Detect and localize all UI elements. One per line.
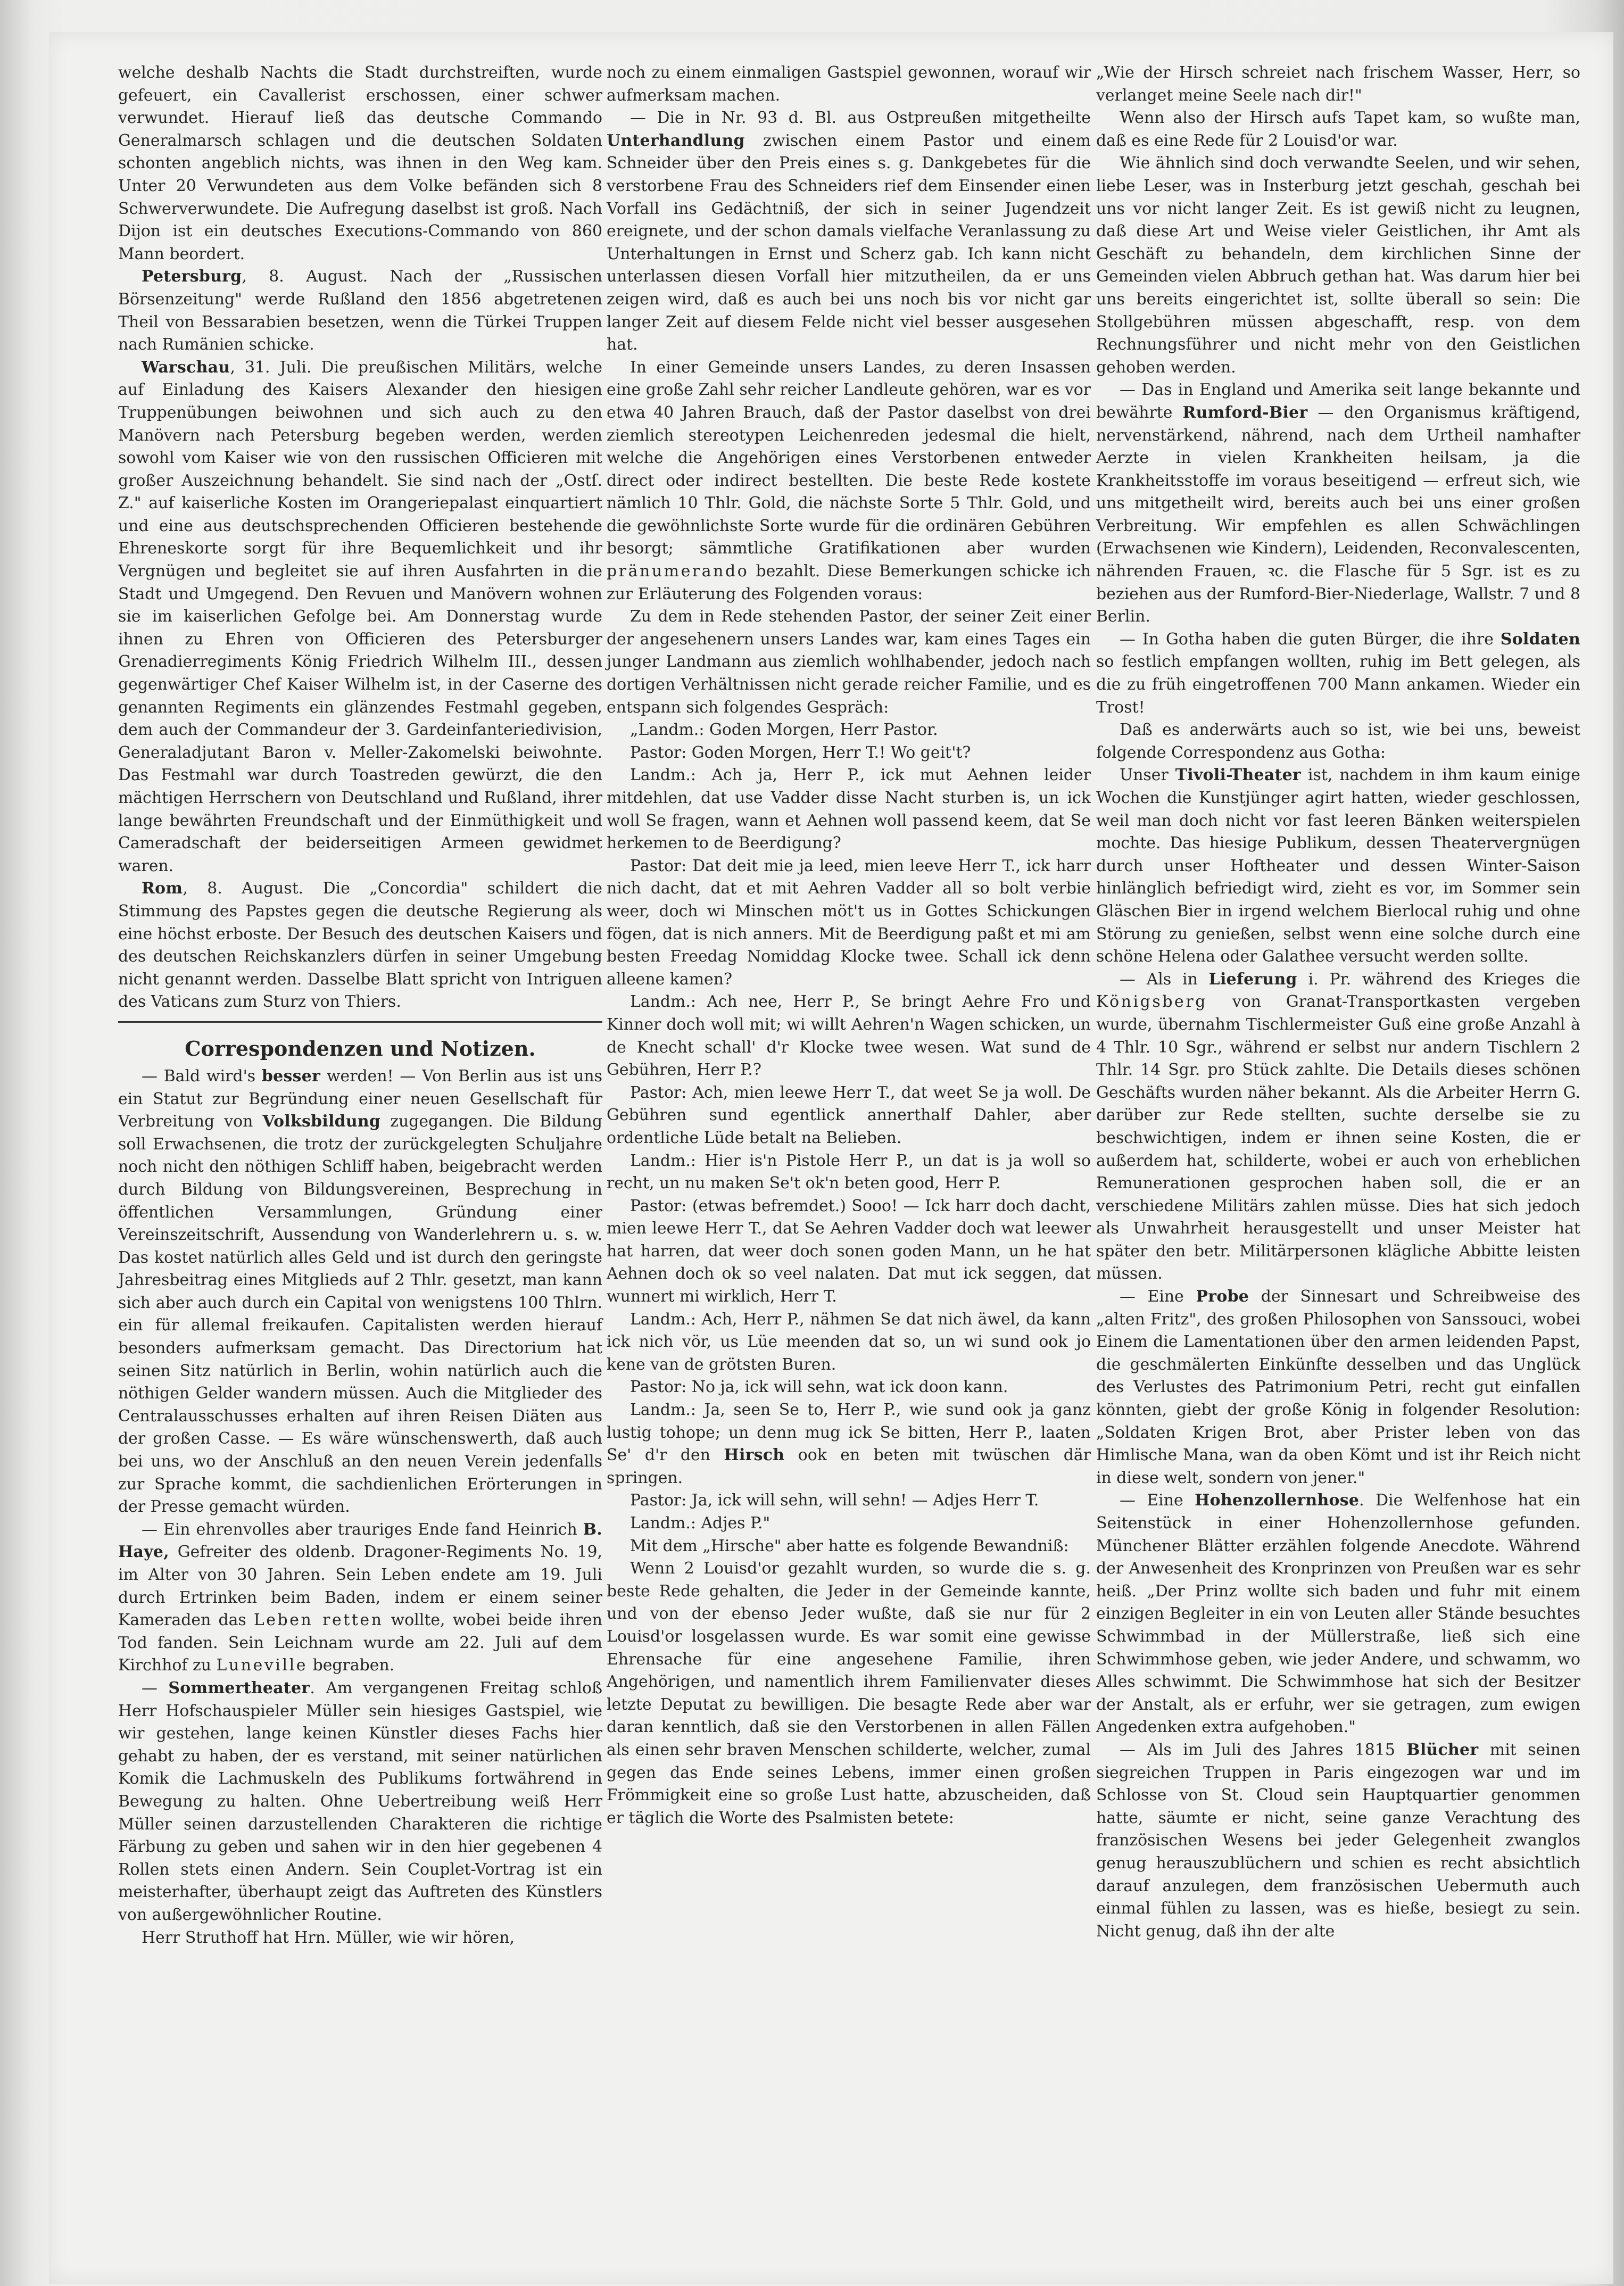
paragraph-text: Zu dem in Rede stehenden Pastor, der seiner Zeit einer der angesehenern unsers Landes war, kam eines Tages ein junger Landmann aus ziemlich wohlhabender, jedoch nach dortigen Verhältnissen nicht gerade reicher Familie, und es entspann sich folgendes Gespräch:: [607, 607, 1091, 717]
paragraph-text: der Sinnesart und Schreibweise des „alten Fritz", des großen Philosophen von Sanssouci, wobei Einem die Lamentationen über den armen leidenden Papst, die geschmälerten Einkünfte desselben und das Unglück des Verlustes des Patrimonium Petri, recht gut einfallen könnten, giebt der große König in folgender Resolution: „Soldaten Krigen Brot, aber Prister leben von das Himlische Mana, wan da oben Kömt und ist ihr Reich nicht in diese welt, sondern von jener.": [1096, 1287, 1580, 1487]
emphasis-word: Hirsch: [724, 1446, 785, 1465]
paragraph-text: . Am vergangenen Freitag schloß Herr Hofschauspieler Müller sein hiesiges Gastspiel, wie wir gestehen, lange keinen Künstler dieses Fachs hier gehabt zu haben, der es verstand, mit seiner natürlichen Komik die Lachmuskeln des Publikums fortwährend in Bewegung zu halten. Ohne Uebertreibung weiß Herr Müller seinen darzustellenden Charakteren die richtige Färbung zu geben und sahen wir in den hier gegebenen 4 Rollen stets einen Andern. Sein Couplet-Vortrag ist ein meisterhafter, überhaupt zeigt das Auftreten des Künstlers von außergewöhnlicher Routine.: [118, 1678, 602, 1924]
paragraph: [118, 62, 602, 266]
paragraph: [607, 1308, 1091, 1377]
paragraph: [607, 1150, 1091, 1195]
paragraph-text: Pastor: Ach, mien leewe Herr T., dat weet Se ja woll. De Gebühren sund egentlick annerthalf Dahler, aber ordentliche Lüde betalt na Belieben.: [607, 1083, 1091, 1147]
paragraph-text: . Die Welfenhose hat ein Seitenstück in einer Hohenzollernhose gefunden. Münchener Blätter erzählen folgende Anecdote. Während der Anwesenheit des Kronprinzen von Preußen war es sehr heiß. „Der Prinz wollte sich baden und fuhr mit einem einzigen Begleiter in ein von Leuten aller Stände besuchtes Schwimmbad in der Müllerstraße, ließ sich eine Schwimmhose geben, wie jeder Andere, und schwamm, wo Alles schwimmt. Die Schwimmhose hat sich der Besitzer der Anstalt, als er erfuhr, wer sie getragen, zum ewigen Angedenken extra aufgehoben.": [1096, 1491, 1580, 1737]
paragraph-text: — Ein ehrenvolles aber trauriges Ende fand Heinrich: [142, 1520, 583, 1539]
paragraph-text: Landm.: Adjes P.": [630, 1514, 770, 1533]
emphasis-word: Sommertheater: [168, 1678, 310, 1697]
column-middle: [607, 62, 1091, 1829]
paragraph-text: von Granat-Transportkasten vergeben wurde, übernahm Tischlermeister Guß eine große Anzahl à 4 Thlr. 10 Sgr., während er selbst nur andern Tischlern 2 Thlr. 14 Sgr. pro Stück zahlte. Die Details dieses schönen Geschäfts wurden näher bekannt. Als die Arbeiter Herrn G. darüber zur Rede stellten, suchte derselbe sie zu beschwichtigen, indem er ihnen seine Kosten, die er außerdem hat, schilderte, wobei er auch von erheblichen Remunerationen gesprochen haben soll, die er an verschiedene Militärs zahlen müsse. Dies hat sich jedoch als Unwahrheit herausgestellt und unser Meister hat später den betr. Militärpersonen klägliche Abbitte leisten müssen.: [1096, 992, 1580, 1283]
paragraph-text: Gefreiter des oldenb. Dragoner-Regiments No. 19, im Alter von 30 Jahren. Sein Leben endete am 19. Juli durch Ertrinken beim Baden, indem er einem seiner Kameraden das: [118, 1543, 602, 1630]
paragraph: [607, 719, 1091, 742]
paragraph-text: , 8. August. Nach der „Russischen Börsenzeitung" werde Rußland den 1856 abgetretenen Theil von Bessarabien besetzen, wenn die Türkei Truppen nach Rumänien schicke.: [118, 267, 602, 354]
column-left: [118, 62, 602, 1949]
paragraph: [607, 991, 1091, 1081]
emphasis-word: Blücher: [1406, 1740, 1479, 1759]
emphasis-word: Tivoli-Theater: [1175, 766, 1301, 785]
paragraph-text: — Die in Nr. 93 d. Bl. aus Ostpreußen mitgetheilte: [630, 109, 1091, 128]
paragraph: [1096, 152, 1580, 379]
paragraph: [118, 1519, 602, 1677]
paragraph-text: Mit dem „Hirsche" aber hatte es folgende Bewandniß:: [630, 1536, 1069, 1555]
paragraph-text: Unser: [1120, 766, 1175, 785]
paragraph: [1096, 107, 1580, 152]
paragraph: [1096, 62, 1580, 107]
paragraph-text: — Eine: [1120, 1491, 1195, 1510]
paragraph-text: Pastor: Ja, ick will sehn, will sehn! — Adjes Herr T.: [630, 1491, 1039, 1510]
paragraph-text: mit seinen siegreichen Truppen in Paris eingezogen war und im Schlosse von St. Cloud sein Hauptquartier genommen hatte, säumte er nicht, seine ganze Verachtung des französischen Wesens bei jeder Gelegenheit zwanglos genug herauszublüchern und schien es recht absichtlich darauf anzulegen, dem französischen Uebermuth auch einmal fühlen zu lassen, was es hieße, besiegt zu sein. Nicht genug, daß ihn der alte: [1096, 1740, 1580, 1941]
paragraph: [607, 357, 1091, 606]
section-heading: Correspondenzen und Notizen.: [185, 1036, 536, 1061]
emphasis-word: Hohenzollernhose: [1195, 1491, 1360, 1510]
paragraph: [607, 1376, 1091, 1399]
paragraph-text: Wie ähnlich sind doch verwandte Seelen, und wir sehen, liebe Leser, was in Insterburg jetzt geschah, geschah bei uns vor nicht langer Zeit. Es ist gewiß nicht zu leugnen, daß diese Art und Weise vieler Geistlichen, ihr Amt als Geschäft zu behandeln, dem kirchlichen Sinne der Gemeinden vielen Abbruch gethan hat. Was darum hier bei uns bereits eingerichtet ist, sollte überall so sein: Die Stollgebühren müssen abgeschafft, resp. von dem Rechnungsführer und nicht mehr von den Geistlichen gehoben werden.: [1096, 154, 1580, 377]
paragraph-text: — In Gotha haben die guten Bürger, die ihre: [1120, 630, 1501, 649]
paragraph: [607, 1535, 1091, 1558]
paragraph: [118, 266, 602, 356]
paragraph-text: i. Pr. während des Krieges die: [1297, 970, 1580, 989]
paragraph-text: bezahlt. Diese Bemerkungen schicke ich zur Erläuterung des Folgenden voraus:: [607, 562, 1091, 603]
paragraph: [118, 357, 602, 878]
emphasis-word: Lieferung: [1208, 970, 1297, 989]
spaced-word: pränumerando: [607, 562, 749, 581]
paragraph-text: „Wie der Hirsch schreiet nach frischem Wasser, Herr, so verlanget meine Seele nach dir!": [1096, 63, 1580, 105]
paragraph-text: welche deshalb Nachts die Stadt durchstreiften, wurde gefeuert, ein Cavallerist erschossen, einer schwer verwundet. Hierauf ließ das deutsche Commando Generalmarsch schlagen und die deutschen Soldaten schonten angeblich nichts, was ihnen in den Weg kam. Unter 20 Verwundeten aus dem Volke befänden sich 8 Schwerverwundete. Die Aufregung daselbst ist groß. Nach Dijon ist ein deutsches Executions-Commando von 860 Mann beordert.: [118, 63, 602, 263]
paragraph: [607, 1558, 1091, 1829]
paragraph: [1096, 379, 1580, 628]
paragraph: [1096, 628, 1580, 719]
paragraph: [607, 606, 1091, 719]
paragraph: [607, 1082, 1091, 1150]
paragraph-text: Landm.: Ja, seen Se to, Herr P., wie sund ook ja ganz lustig tohope; un denn mug ick Se bitten, Herr P., laaten Se' d'r den: [607, 1401, 1091, 1465]
paragraph: [607, 1399, 1091, 1489]
headline-word: Warschau: [142, 358, 230, 377]
paragraph: [1096, 1286, 1580, 1489]
paragraph-text: — Eine: [1120, 1287, 1196, 1306]
paragraph: [607, 742, 1091, 765]
paragraph-text: Herr Struthoff hat Hrn. Müller, wie wir hören,: [142, 1928, 515, 1947]
paragraph-text: Pastor: (etwas befremdet.) Sooo! — Ick harr doch dacht, mien leewe Herr T., dat Se Aehren Vadder doch wat leewer hat harren, dat weer doch sonen goden Mann, un he hat Aehnen doch ok so veel nalaten. Dat mut ick seggen, dat wunnert mi wirklich, Herr T.: [607, 1196, 1091, 1306]
paragraph: [607, 855, 1091, 991]
spaced-word: Leben retten: [253, 1611, 384, 1630]
paragraph: [607, 107, 1091, 357]
spaced-word: Königsberg: [1096, 992, 1207, 1012]
paragraph: [118, 1065, 602, 1519]
paragraph-text: zugegangen. Die Bildung soll Erwachsenen, die trotz der zurückgelegten Schuljahre noch nicht den nöthigen Schliff haben, beigebracht werden durch Bildung von Bildungsvereinen, Besprechung in öffentlichen Versammlungen, Gründung einer Vereinszeitschrift, Aussendung von Wanderlehrern u. s. w. Das kostet natürlich alles Geld und ist durch den geringste Jahresbeitrag eines Mitglieds auf 2 Thlr. gesetzt, man kann sich aber auch durch ein Capital von wenigstens 100 Thlrn. ein für allemal freikaufen. Capitalisten werden hierauf besonders aufmerksam gemacht. Das Directorium hat seinen Sitz natürlich in Berlin, wohin natürlich auch die nöthigen Gelder wandern müssen. Auch die Mitglieder des Centralausschusses erhalten auf ihren Reisen Diäten aus der großen Casse. — Es wäre wünschenswerth, daß auch bei uns, wo der Anschluß an den neuen Verein jedenfalls zur Sprache kommt, die sachdienlichen Erörterungen in der Presse gemacht würden.: [118, 1112, 602, 1517]
paragraph-text: — Bald wird's: [142, 1066, 262, 1086]
paragraph-text: Daß es anderwärts auch so ist, wie bei uns, beweist folgende Correspondenz aus Gotha:: [1096, 720, 1580, 762]
paragraph: [118, 1677, 602, 1927]
column-right: [1096, 62, 1580, 1943]
emphasis-word: Rumford-Bier: [1182, 403, 1308, 422]
paragraph-text: — Als im Juli des Jahres 1815: [1120, 1740, 1407, 1759]
paragraph-text: — Das in England und Amerika seit lange bekannte und bewährte: [1096, 380, 1580, 422]
paragraph: [1096, 968, 1580, 1286]
paragraph-text: —: [142, 1678, 169, 1697]
paragraph-text: wollte, wobei beide ihren Tod fanden. Sein Leichnam wurde am 22. Juli auf dem Kirchhof zu: [118, 1611, 602, 1675]
paragraph: [607, 1195, 1091, 1308]
paragraph-text: so festlich empfangen wollten, ruhig im Bett gelegen, als die zu früh eingetroffenen 700 Mann ankamen. Wieder ein Trost!: [1096, 652, 1580, 717]
paragraph-text: „Landm.: Goden Morgen, Herr Pastor.: [630, 720, 938, 740]
emphasis-word: besser: [261, 1066, 321, 1086]
paragraph: [1096, 1489, 1580, 1739]
paragraph-text: Landm.: Ach, Herr P., nähmen Se dat nich äwel, da kann ick nich vör, us Lüe meenden dat so, un wi sund ook jo kene van de grötsten Buren.: [607, 1310, 1091, 1374]
paragraph-text: Wenn also der Hirsch aufs Tapet kam, so wußte man, daß es eine Rede für 2 Louisd'or war.: [1096, 109, 1580, 150]
paragraph-text: Wenn 2 Louisd'or gezahlt wurden, so wurde die s. g. beste Rede gehalten, die Jeder in der Gemeinde kannte, und von der ebenso Jeder wußte, daß sie nur für 2 Louisd'or losgelassen wurde. Es war somit eine gewisse Ehrensache für eine angesehene Familie, ihren Angehörigen, und namentlich ihrem Familienvater dieses letzte Deputat zu bewilligen. Die besagte Rede aber war daran kenntlich, daß sie den Verstorbenen in allen Fällen als einen sehr braven Menschen schilderte, welcher, zumal gegen das Ende seines Lebens, immer einen großen Frömmigkeit eine so große Lust hatte, abzuscheiden, daß er täglich die Worte des Psalmisten betete:: [607, 1559, 1091, 1827]
paragraph-text: Pastor: Goden Morgen, Herr T.! Wo geit't?: [630, 743, 971, 762]
emphasis-word: Probe: [1196, 1287, 1249, 1306]
headline-word: Petersburg: [142, 267, 242, 286]
paragraph-text: Landm.: Ach nee, Herr P., Se bringt Aehre Fro und Kinner doch woll mit; wi willt Aehren'n Wagen schicken, un de Knecht schall' d'r Klocke twee wesen. Wat sund de Gebühren, Herr P.?: [607, 992, 1091, 1080]
paragraph-text: — den Organismus kräftigend, nervenstärkend, nährend, nach dem Urtheil namhafter Aerzte in vielen Krankheiten heilsam, ja die Krankheitsstoffe im voraus beseitigend — erfreut sich, wie uns mitgetheilt wird, bereits auch bei uns einer großen Verbreitung. Wir empfehlen es allen Schwächlingen (Erwachsenen wie Kindern), Leidenden, Reconvalescenten, nährenden Frauen, ꝛc. die Flasche für 5 Sgr. ist es zu beziehen aus der Rumford-Bier-Niederlage, Wallstr. 7 und 8 Berlin.: [1096, 403, 1580, 626]
paragraph-text: , 31. Juli. Die preußischen Militärs, welche auf Einladung des Kaisers Alexander den hiesigen Truppenübungen beiwohnen und sich auch zu den Manövern nach Petersburg begeben werden, werden sowohl vom Kaiser wie von den russischen Officieren mit großer Auszeichnung behandelt. Sie sind nach der „Ostſ. Z." auf kaiserliche Kosten im Orangeriepalast einquartiert und eine aus deutschsprechenden Officieren bestehende Ehreneskorte sorgt für ihre Bequemlichkeit und ihr Vergnügen und begleitet sie auf ihren Ausfahrten in die Stadt und Umgegend. Den Revuen und Manövern wohnen sie im kaiserlichen Gefolge bei. Am Donnerstag wurde ihnen zu Ehren von Officieren des Petersburger Grenadierregiments König Friedrich Wilhelm III., dessen gegenwärtiger Chef Kaiser Wilhelm ist, in der Caserne des genannten Regiments ein glänzendes Festmahl gegeben, dem auch der Commandeur der 3. Gardeinfanteriedivision, Generaladjutant Baron v. Meller-Zakomelski beiwohnte. Das Festmahl war durch Toastreden gewürzt, die den mächtigen Herrschern von Deutschland und Rußland, ihrer lange bewährten Freundschaft und der Einmüthigkeit und Cameradschaft der beiderseitigen Armeen gewidmet waren.: [118, 358, 602, 875]
paragraph-text: zwischen einem Pastor und einem Schneider über den Preis eines s. g. Dankgebetes für die verstorbene Frau des Schneiders rief dem Einsender einen Vorfall ins Gedächtniß, der sich in seiner Jugendzeit ereignete, und der schon damals vielfache Veranlassung zu Unterhaltungen in Ernst und Scherz gab. Ich kann nicht unterlassen diesen Vorfall hier mitzutheilen, da er uns zeigen wird, daß es auch bei uns noch bis vor nicht gar langer Zeit auf diesem Felde nicht viel besser ausgesehen hat.: [607, 131, 1091, 354]
paragraph: [607, 1489, 1091, 1512]
paragraph-text: , 8. August. Die „Concordia" schildert die Stimmung des Papstes gegen die deutsche Regierung als eine höchst erboste. Der Besuch des deutschen Kaisers und des deutschen Reichskanzlers dürfen in seiner Umgebung nicht genannt werden. Dasselbe Blatt spricht von Intriguen des Vaticans zum Sturz von Thiers.: [118, 879, 602, 1012]
paragraph: [1096, 1739, 1580, 1943]
paragraph-text: ook en beten mit twüschen där springen.: [607, 1446, 1091, 1487]
paragraph: [607, 1512, 1091, 1535]
paragraph-text: Landm.: Ach ja, Herr P., ick mut Aehnen leider mitdehlen, dat use Vadder disse Nacht sturben is, un ick woll Se fragen, wann et Aehnen woll passend keem, dat Se herkemen to de Beerdigung?: [607, 766, 1091, 853]
paragraph: [1096, 764, 1580, 968]
paragraph-text: In einer Gemeinde unsers Landes, zu deren Insassen eine große Zahl sehr reicher Landleute gehören, war es vor etwa 40 Jahren Brauch, daß der Pastor daselbst von drei ziemlich stereotypen Leichenreden jedesmal die hielt, welche die Angehörigen eines Verstorbenen entweder direct oder indirect bestellten. Die beste Rede kostete nämlich 10 Thlr. Gold, die nächste Sorte 5 Thlr. Gold, und die gewöhnlichste Sorte wurde für die ordinären Gebühren besorgt; sämmtliche Gratifikationen aber wurden: [607, 358, 1091, 558]
paragraph: [607, 62, 1091, 107]
headline-word: Rom: [142, 879, 183, 898]
paragraph: [607, 764, 1091, 855]
paragraph: [1096, 719, 1580, 764]
spaced-word: Luneville: [216, 1656, 308, 1675]
paragraph-text: Pastor: No ja, ick will sehn, wat ick doon kann.: [630, 1378, 1008, 1397]
paragraph: [118, 1927, 602, 1950]
emphasis-word: Volksbildung: [262, 1112, 381, 1131]
paragraph-text: — Als in: [1120, 970, 1209, 989]
paragraph-text: Landm.: Hier is'n Pistole Herr P., un dat is ja woll so recht, un nu maken Se't ok'n beten good, Herr P.: [607, 1151, 1091, 1193]
paragraph: [118, 877, 602, 1014]
emphasis-word: Soldaten: [1500, 630, 1580, 649]
paragraph-text: werden! — Von Berlin aus ist uns ein Statut zur Begründung einer neuen Gesellschaft für Verbreitung von: [118, 1066, 603, 1131]
paragraph-text: ist, nachdem in ihm kaum einige Wochen die Kunstjünger agirt hatten, wieder geschlossen, weil man doch nicht vor fast leeren Bänken weiterspielen mochte. Das hiesige Publikum, dessen Theatervergnügen durch unser Hoftheater und dessen Winter-Saison hinlänglich befriedigt wird, zieht es vor, im Sommer sein Gläschen Bier in irgend welchem Bierlocal ruhig und ohne Störung zu genießen, selbst wenn eine solche durch eine schöne Helena oder Galathee versucht werden sollte.: [1096, 766, 1580, 966]
paragraph-text: noch zu einem einmaligen Gastspiel gewonnen, worauf wir aufmerksam machen.: [607, 63, 1091, 105]
paragraph-text: begraben.: [308, 1656, 395, 1675]
emphasis-word: B. Haye,: [118, 1520, 602, 1562]
paragraph-text: Pastor: Dat deit mie ja leed, mien leeve Herr T., ick harr nich dacht, dat et mit Aehren Vadder all so bolt verbie weer, doch wi Minschen möt't us in Gottes Schickungen fögen, dat is nich anners. Mit de Beerdigung paßt et mi am besten Freedag Nomiddag Klocke twee. Schall ick denn alleene kamen?: [607, 856, 1091, 989]
emphasis-word: Unterhandlung: [607, 131, 745, 150]
section-rule: [118, 1021, 602, 1023]
